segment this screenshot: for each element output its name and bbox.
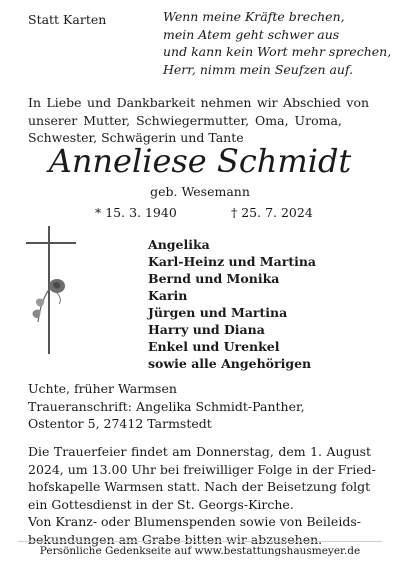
- birth-date: * 15. 3. 1940: [95, 205, 177, 220]
- service-line: Die Trauerfeier findet am Donnerstag, dem 1. August: [28, 444, 372, 459]
- mourner: Karl-Heinz und Martina: [148, 254, 317, 269]
- intro-text: [28, 94, 380, 147]
- mourner: Karin: [148, 288, 188, 303]
- mourner: Angelika: [148, 237, 210, 252]
- address-line: Uchte, früher Warmsen: [28, 381, 177, 396]
- address-block: [28, 380, 305, 433]
- mourner: Bernd und Monika: [148, 271, 280, 286]
- mourner: sowie alle Angehörigen: [148, 356, 312, 371]
- mourner: Harry und Diana: [148, 322, 265, 337]
- service-line: bekundungen am Grabe bitten wir abzusehen.: [28, 531, 323, 547]
- service-line: hofskapelle Warmsen statt. Nach der Beisetzung folgt: [28, 479, 371, 494]
- mourner: Jürgen und Martina: [148, 305, 288, 320]
- header-label: Statt Karten: [28, 12, 107, 27]
- poem-line: Wenn meine Kräfte brechen,: [163, 9, 345, 24]
- address-line: Traueranschrift: Angelika Schmidt-Panther,: [28, 398, 305, 414]
- footer-divider: [18, 541, 382, 542]
- deceased-name: Anneliese Schmidt: [48, 142, 352, 180]
- intro-line: Schwester, Schwägerin und Tante: [28, 130, 244, 145]
- poem-line: und kann kein Wort mehr sprechen,: [163, 44, 392, 59]
- mourner: Enkel und Urenkel: [148, 339, 280, 354]
- service-line: Von Kranz- oder Blumenspenden sowie von Beileids-: [28, 514, 361, 529]
- poem-line: Herr, nimm mein Seufzen auf.: [163, 61, 354, 77]
- birth-name: geb. Wesemann: [150, 184, 250, 199]
- memorial-page-link[interactable]: Persönliche Gedenkseite auf www.bestattungshausmeyer.de: [39, 545, 361, 557]
- address-line: Ostentor 5, 27412 Tarmstedt: [28, 416, 212, 431]
- intro-line: In Liebe und Dankbarkeit nehmen wir Abschied von: [28, 95, 370, 110]
- mourners-list: [148, 236, 316, 372]
- death-date: † 25. 7. 2024: [231, 205, 313, 220]
- intro-line: unserer Mutter, Schwiegermutter, Oma, Uroma,: [28, 112, 342, 128]
- service-line: 2024, um 13.00 Uhr bei freiwilliger Folge in der Fried-: [28, 461, 376, 477]
- poem: [163, 8, 391, 78]
- cross-with-rose-icon: [26, 226, 76, 356]
- service-info: [28, 443, 380, 548]
- poem-line: mein Atem geht schwer aus: [163, 26, 340, 42]
- service-line: ein Gottesdienst in der St. Georgs-Kirche.: [28, 496, 294, 512]
